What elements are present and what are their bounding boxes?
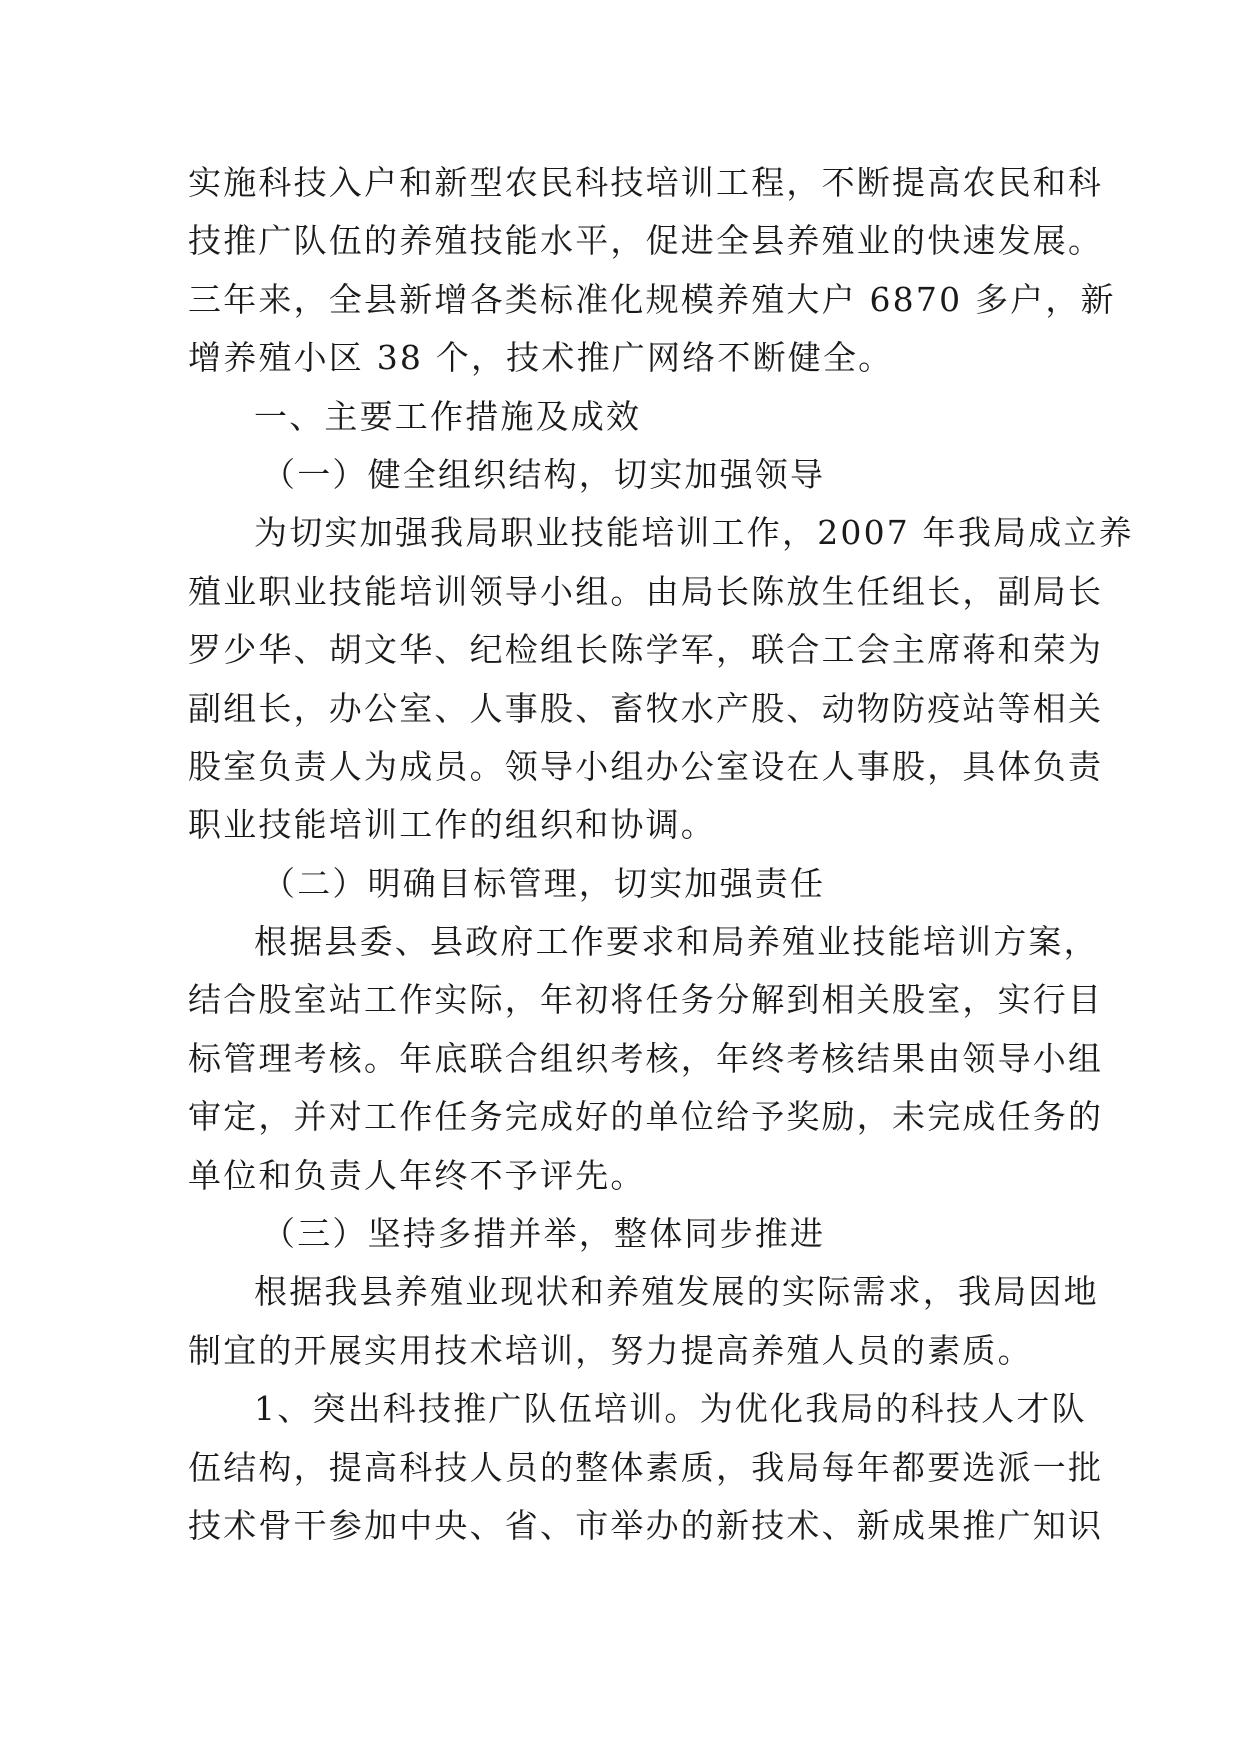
paragraph-line: 三年来，全县新增各类标准化规模养殖大户 6870 多户，新 [188,279,1116,319]
paragraph-line: 股室负责人为成员。领导小组办公室设在人事股，具体负责 [188,746,1104,786]
paragraph-line: 根据我县养殖业现状和养殖发展的实际需求，我局因地 [254,1272,1099,1312]
paragraph-line: 技推广队伍的养殖技能水平，促进全县养殖业的快速发展。 [188,221,1104,261]
paragraph-line: 殖业职业技能培训领导小组。由局长陈放生任组长，副局长 [188,571,1104,611]
paragraph-line: 实施科技入户和新型农民科技培训工程，不断提高农民和科 [188,163,1104,202]
paragraph-line: 1、突出科技推广队伍培训。为优化我局的科技人才队 [254,1389,1087,1429]
paragraph-line: 增养殖小区 38 个，技术推广网络不断健全。 [188,338,894,378]
section-heading: 一、主要工作措施及成效 [254,396,642,436]
paragraph-line: 技术骨干参加中央、省、市举办的新技术、新成果推广知识 [188,1505,1104,1545]
paragraph-line: 审定，并对工作任务完成好的单位给予奖励，未完成任务的 [188,1097,1104,1137]
paragraph-line: 副组长，办公室、人事股、畜牧水产股、动物防疫站等相关 [188,688,1104,728]
paragraph-line: 伍结构，提高科技人员的整体素质，我局每年都要选派一批 [188,1447,1104,1487]
subsection-heading-3: （三）坚持多措并举，整体同步推进 [262,1214,826,1254]
paragraph-line: 单位和负责人年终不予评先。 [188,1155,646,1195]
paragraph-line: 标管理考核。年底联合组织考核，年终考核结果由领导小组 [188,1038,1104,1078]
subsection-heading-2: （二）明确目标管理，切实加强责任 [262,863,826,903]
paragraph-line: 为切实加强我局职业技能培训工作，2007 年我局成立养 [254,513,1134,553]
subsection-heading-1: （一）健全组织结构，切实加强领导 [262,454,826,494]
paragraph-line: 制宜的开展实用技术培训，努力提高养殖人员的素质。 [188,1330,1033,1370]
paragraph-line: 结合股室站工作实际，年初将任务分解到相关股室，实行目 [188,980,1104,1020]
paragraph-line: 职业技能培训工作的组织和协调。 [188,805,716,845]
document-body [188,154,1134,1555]
paragraph-line: 根据县委、县政府工作要求和局养殖业技能培训方案， [254,922,1099,962]
paragraph-line: 罗少华、胡文华、纪检组长陈学军，联合工会主席蒋和荣为 [188,630,1104,670]
